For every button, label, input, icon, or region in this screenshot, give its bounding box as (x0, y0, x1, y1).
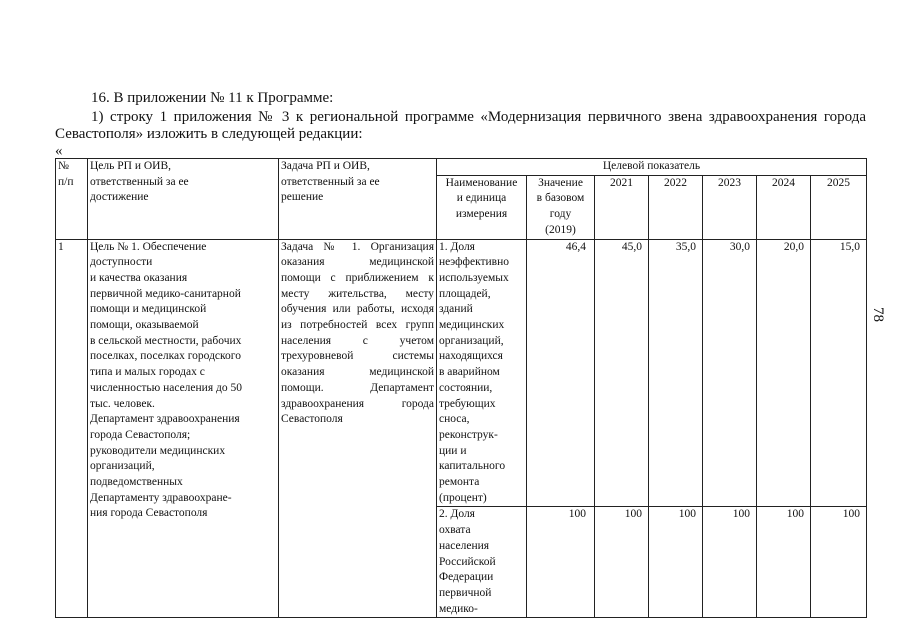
row-goal: Цель № 1. Обеспечение доступности и качества оказания первичной медико-санитарной помощи и медицинской помощи, оказываемой в сельской местности, рабочих поселках, поселках городского типа и малых городах с численностью населения до 50 тыс. человек. Департамент здравоохранения города Севастополя; руководители медицинских организаций, подведомственных Департаменту здравоохране- ния города Севастополя (88, 239, 279, 618)
header-target-indicator: Целевой показатель (437, 159, 867, 176)
indicator-value-2024: 100 (757, 507, 811, 618)
header-year-2021: 2021 (595, 175, 649, 239)
paragraph-text: 1) строку 1 приложения № 3 к региональной программе «Модернизация первичного звена здравоохранения города (91, 109, 866, 125)
header-task: Задача РП и ОИВ, ответственный за ее решение (279, 159, 437, 240)
header-year-2025: 2025 (811, 175, 867, 239)
indicator-value-2023: 30,0 (703, 239, 757, 507)
indicator-value-2023: 100 (703, 507, 757, 618)
header-indicator-name: Наименование и единица измерения (437, 175, 527, 239)
opening-quote: « (55, 143, 63, 159)
header-base-value: Значение в базовом году (2019) (527, 175, 595, 239)
page-number: 78 (870, 307, 886, 322)
header-year-2024: 2024 (757, 175, 811, 239)
indicator-name: 1. Доля неэффективно используемых площадей, зданий медицинских организаций, находящихся в аварийном состоянии, требующих сноса, реконструк- ции и капитального ремонта (процент) (437, 239, 527, 507)
indicator-value-2021: 100 (595, 507, 649, 618)
indicator-value-2025: 15,0 (811, 239, 867, 507)
paragraph-text-continued: Севастополя» изложить в следующей редакции: (55, 126, 363, 142)
indicator-value-2022: 35,0 (649, 239, 703, 507)
indicator-value-2024: 20,0 (757, 239, 811, 507)
indicator-name: 2. Доля охвата населения Российской Федерации первичной медико- (437, 507, 527, 618)
indicator-value-2025: 100 (811, 507, 867, 618)
indicator-value-2021: 45,0 (595, 239, 649, 507)
paragraph-heading: 16. В приложении № 11 к Программе: (91, 90, 334, 106)
table-row (56, 239, 867, 507)
header-year-2022: 2022 (649, 175, 703, 239)
indicator-base-value: 100 (527, 507, 595, 618)
header-year-2023: 2023 (703, 175, 757, 239)
indicator-table (55, 158, 867, 618)
header-number: № п/п (56, 159, 88, 240)
row-number: 1 (56, 239, 88, 618)
header-goal: Цель РП и ОИВ, ответственный за ее достижение (88, 159, 279, 240)
row-task: Задача № 1. Организация оказания медицинской помощи с приближением к месту жительства, месту обучения или работы, исходя из потребностей всех групп населения с учетом трехуровневой системы оказания медицинской помощи. Департамент здравоохранения города Севастополя (279, 239, 437, 618)
indicator-value-2022: 100 (649, 507, 703, 618)
indicator-base-value: 46,4 (527, 239, 595, 507)
